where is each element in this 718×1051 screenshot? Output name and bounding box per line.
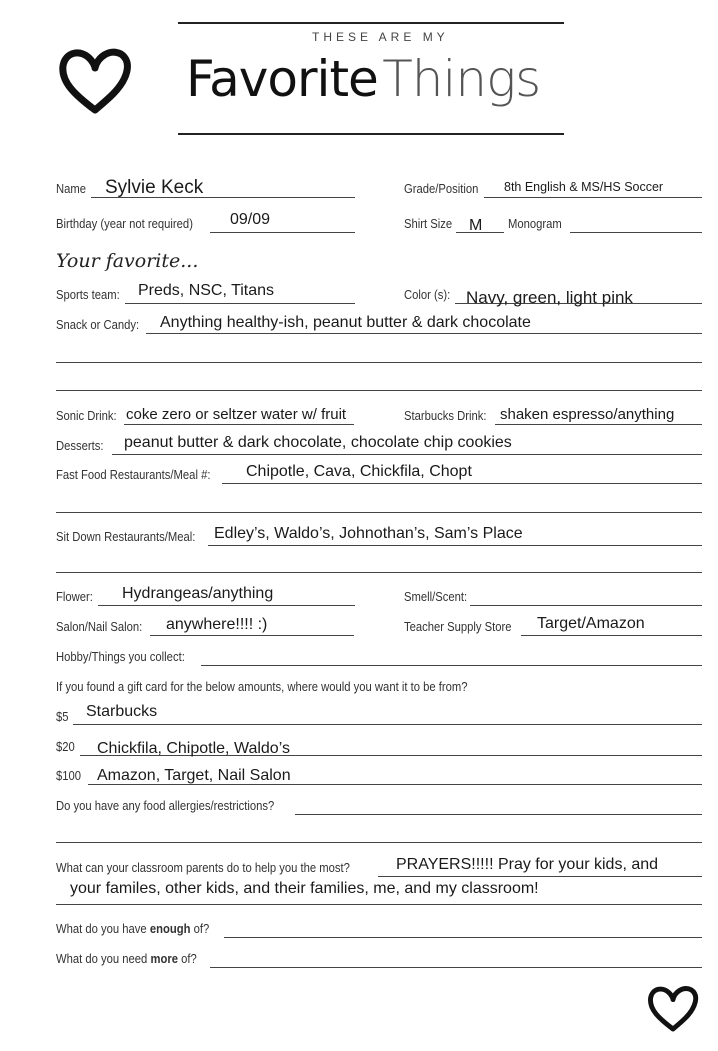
smell-line [470,605,702,606]
sonic-drink-value[interactable]: coke zero or seltzer water w/ fruit [126,406,347,423]
your-favorite-heading: Your favorite... [56,250,199,272]
hobby-line [201,665,702,666]
allergies-label: Do you have any food allergies/restrictions? [56,799,275,813]
gift-100-label: $100 [56,769,82,783]
hobby-label: Hobby/Things you collect: [56,650,185,664]
help-extra-line [56,904,702,905]
birthday-value[interactable]: 09/09 [230,211,271,228]
teacher-supply-label: Teacher Supply Store [404,620,512,634]
salon-line [150,635,354,636]
sonic-drink-label: Sonic Drink: [56,409,117,423]
more-label-suffix: of? [181,952,197,966]
more-label [56,952,197,966]
more-line [210,967,702,968]
header-title-favorite: Favorite [186,50,378,108]
snack-value[interactable]: Anything healthy-ish, peanut butter & dark chocolate [160,314,531,331]
gift-5-value[interactable]: Starbucks [86,703,158,720]
colors-value[interactable]: Navy, green, light pink [466,288,633,307]
sit-down-label: Sit Down Restaurants/Meal: [56,530,196,544]
sports-team-value[interactable]: Preds, NSC, Titans [138,282,275,299]
smell-label: Smell/Scent: [404,590,468,604]
help-value-line-2[interactable]: your familes, other kids, and their families, me, and my classroom! [70,880,539,897]
teacher-supply-value[interactable]: Target/Amazon [537,615,645,632]
more-label-prefix: What do you need [56,952,148,966]
more-label-bold: more [150,952,178,966]
header-bottom-rule [178,133,564,135]
shirt-size-label: Shirt Size [404,217,453,231]
flower-label: Flower: [56,590,93,604]
gift-100-value[interactable]: Amazon, Target, Nail Salon [97,767,291,784]
monogram-line [570,232,702,233]
name-label: Name [56,182,87,196]
allergies-line [295,814,702,815]
enough-label-suffix: of? [193,922,210,936]
enough-label-bold: enough [149,922,191,936]
fast-food-label: Fast Food Restaurants/Meal #: [56,468,211,482]
enough-label [56,922,209,936]
fast-food-extra-line [56,512,702,513]
help-line [378,876,702,877]
grade-position-label: Grade/Position [404,182,479,196]
fast-food-line [222,483,702,484]
snack-label: Snack or Candy: [56,318,140,332]
starbucks-drink-label: Starbucks Drink: [404,409,487,423]
sonic-drink-line [124,424,354,425]
gift-5-label: $5 [56,710,69,724]
header-title [186,50,540,108]
desserts-line [112,454,702,455]
sports-team-line [125,303,355,304]
gift-20-label: $20 [56,740,75,754]
snack-extra-line-2 [56,390,702,391]
snack-extra-line-1 [56,362,702,363]
gift-20-value[interactable]: Chickfila, Chipotle, Waldo’s [97,740,290,757]
header-top-rule [178,22,564,24]
desserts-value[interactable]: peanut butter & dark chocolate, chocolate chip cookies [124,434,512,451]
allergies-extra-line [56,842,702,843]
flower-value[interactable]: Hydrangeas/anything [122,585,274,602]
gift-card-prompt: If you found a gift card for the below amounts, where would you want it to be from? [56,680,468,694]
grade-position-value[interactable]: 8th English & MS/HS Soccer [504,180,664,194]
enough-label-prefix: What do you have [56,922,147,936]
monogram-label: Monogram [508,217,562,231]
heart-icon [55,40,135,120]
salon-label: Salon/Nail Salon: [56,620,143,634]
help-value-line-1[interactable]: PRAYERS!!!!! Pray for your kids, and [396,856,659,873]
sit-down-extra-line [56,572,702,573]
flower-line [98,605,355,606]
footer-heart-icon [645,980,701,1036]
sports-team-label: Sports team: [56,288,120,302]
sit-down-line [208,545,702,546]
help-label: What can your classroom parents do to help you the most? [56,861,350,875]
enough-line [224,937,702,938]
snack-line [146,333,702,334]
gift-5-line [73,724,702,725]
name-value[interactable]: Sylvie Keck [105,177,204,198]
teacher-supply-line [521,635,702,636]
header-kicker: THESE ARE MY [312,30,449,44]
colors-label: Color (s): [404,288,451,302]
birthday-label: Birthday (year not required) [56,217,193,231]
grade-position-line [484,197,702,198]
fast-food-value[interactable]: Chipotle, Cava, Chickfila, Chopt [246,463,472,480]
sit-down-value[interactable]: Edley’s, Waldo’s, Johnothan’s, Sam’s Place [214,525,523,542]
starbucks-drink-line [495,424,702,425]
starbucks-drink-value[interactable]: shaken espresso/anything [500,406,675,423]
shirt-size-value[interactable]: M [469,217,483,234]
header-title-things: Things [382,50,541,108]
salon-value[interactable]: anywhere!!!! :) [166,616,268,633]
desserts-label: Desserts: [56,439,104,453]
birthday-line [210,232,355,233]
